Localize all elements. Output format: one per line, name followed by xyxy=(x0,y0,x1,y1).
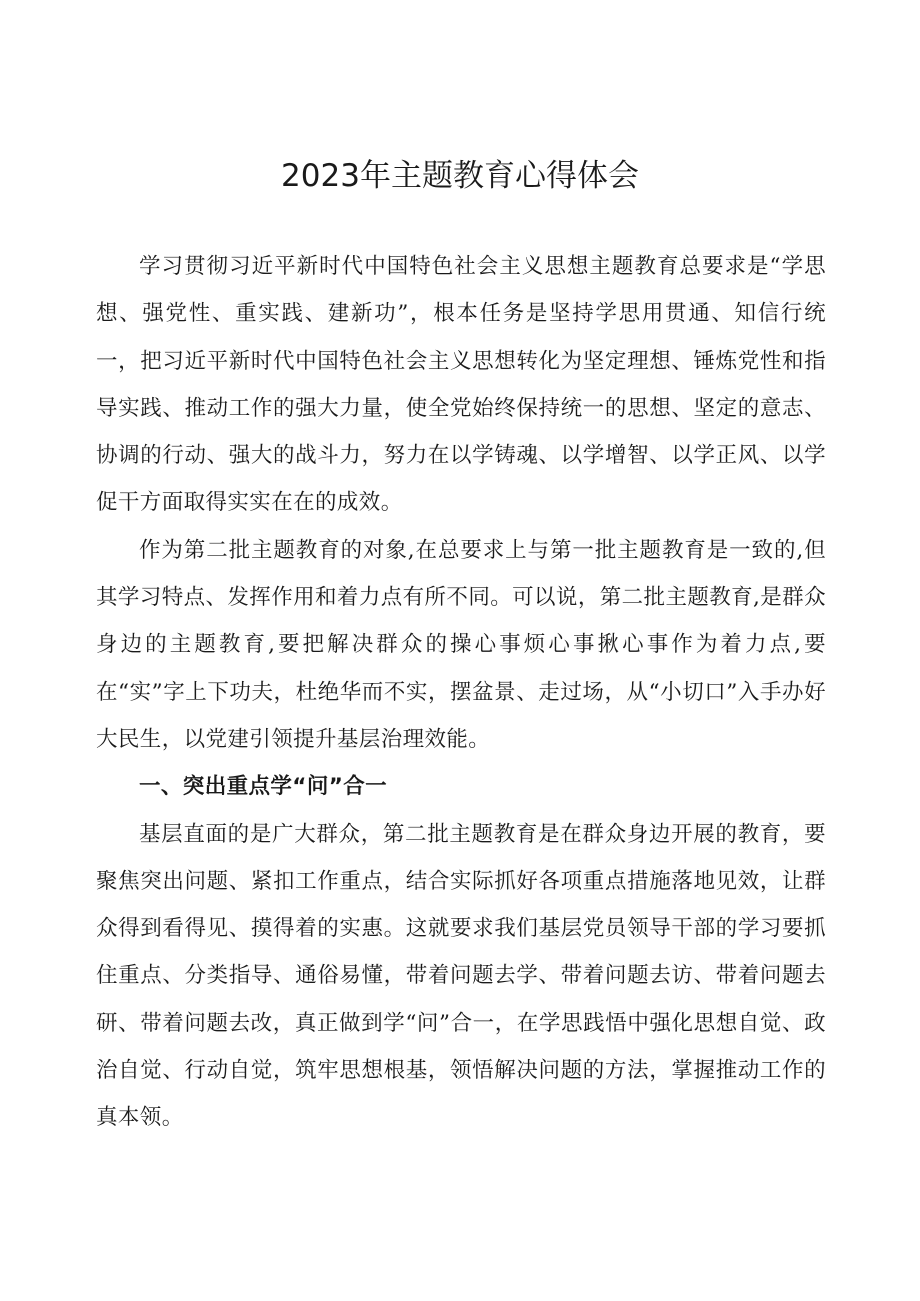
intro-paragraph: 学习贯彻习近平新时代中国特色社会主义思想主题教育总要求是“学思想、强党性、重实践、建新功”，根本任务是坚持学思用贯通、知信行统一，把习近平新时代中国特色社会主义思想转化为坚定理想、锤炼党性和指导实践、推动工作的强大力量，使全党始终保持统一的思想、坚定的意志、协调的行动、强大的战斗力，努力在以学铸魂、以学增智、以学正风、以学促干方面取得实实在在的成效。 xyxy=(96,254,826,516)
document-title: 2023年主题教育心得体会 xyxy=(281,158,639,194)
section-heading: 一、突出重点学“问”合一 xyxy=(139,774,388,800)
section-paragraph: 基层直面的是广大群众，第二批主题教育是在群众身边开展的教育，要聚焦突出问题、紧扣工作重点，结合实际抓好各项重点措施落地见效，让群众得到看得见、摸得着的实惠。这就要求我们基层党员领导干部的学习要抓住重点、分类指导、通俗易懂，带着问题去学、带着问题去访、带着问题去研、带着问题去改，真正做到学“问”合一，在学思践悟中强化思想自觉、政治自觉、行动自觉，筑牢思想根基，领悟解决问题的方法，掌握推动工作的真本领。 xyxy=(96,821,826,1131)
document-body xyxy=(96,243,826,1142)
second-paragraph: 作为第二批主题教育的对象,在总要求上与第一批主题教育是一致的,但其学习特点、发挥作用和着力点有所不同。可以说，第二批主题教育,是群众身边的主题教育,要把解决群众的操心事烦心事揪心事作为着力点,要在“实”字上下功夫，杜绝华而不实，摆盆景、走过场，从“小切口”入手办好大民生，以党建引领提升基层治理效能。 xyxy=(96,537,826,752)
